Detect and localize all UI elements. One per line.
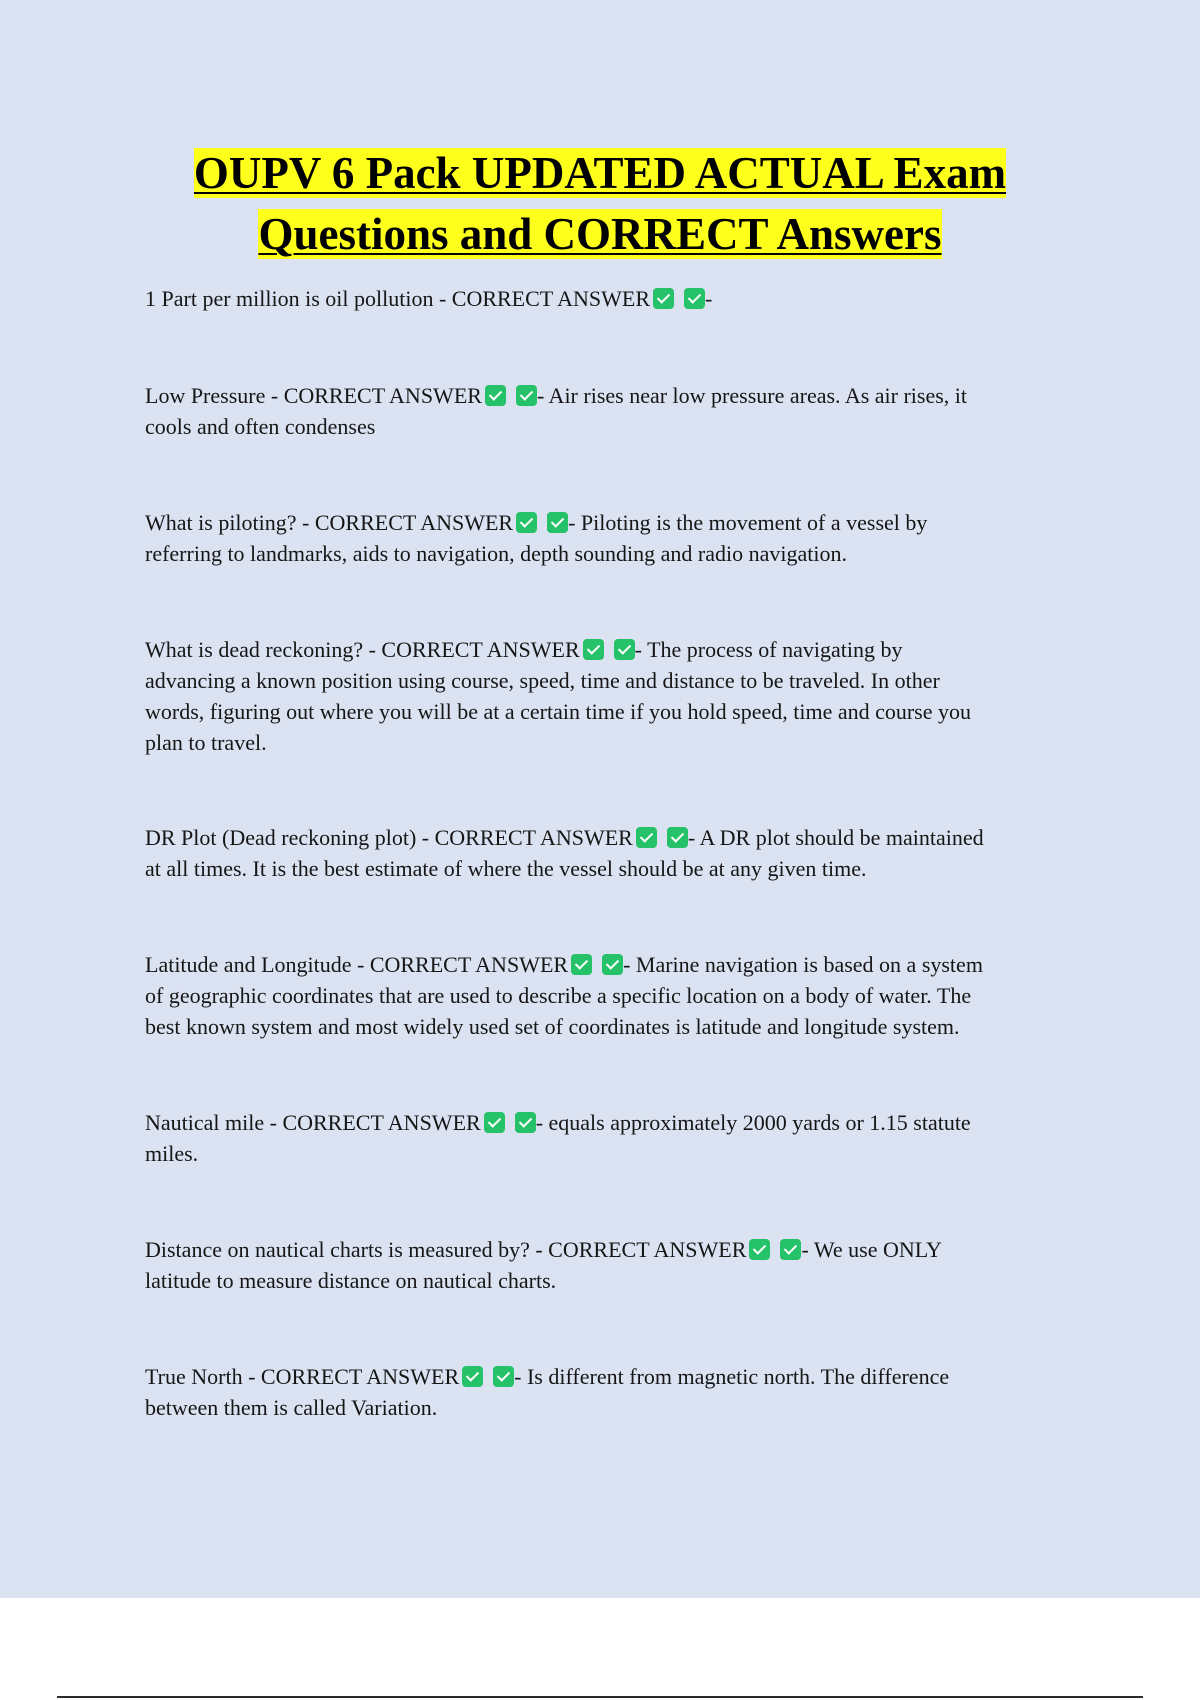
check-mark-icon	[684, 288, 705, 309]
answer-text: best known system and most widely used set of coordinates is latitude and longitude system.	[145, 1014, 960, 1039]
check-mark-icon	[636, 827, 657, 848]
qa-item	[145, 1107, 1075, 1169]
answer-text: - The process of navigating by	[634, 637, 903, 662]
qa-item	[145, 283, 1075, 314]
qa-line	[145, 1361, 1075, 1392]
answer-text: latitude to measure distance on nautical charts.	[145, 1268, 557, 1293]
check-mark-icon	[667, 827, 688, 848]
qa-line	[145, 507, 1075, 538]
qa-line	[145, 822, 1075, 853]
check-mark-icon	[462, 1366, 483, 1387]
answer-text: - Piloting is the movement of a vessel by	[568, 510, 928, 535]
check-mark-icon	[516, 512, 537, 533]
question-text: True North - CORRECT ANSWER	[145, 1364, 460, 1389]
answer-text: plan to travel.	[145, 730, 267, 755]
qa-item	[145, 1234, 1075, 1296]
qa-item	[145, 634, 1075, 758]
question-text: Distance on nautical charts is measured by? - CORRECT ANSWER	[145, 1237, 747, 1262]
qa-item	[145, 822, 1075, 884]
question-text: What is dead reckoning? - CORRECT ANSWER	[145, 637, 580, 662]
answer-text: between them is called Variation.	[145, 1395, 438, 1420]
check-mark-icon	[653, 288, 674, 309]
answer-text: advancing a known position using course, speed, time and distance to be traveled. In other	[145, 668, 940, 693]
answer-text: words, figuring out where you will be at a certain time if you hold speed, time and course you	[145, 699, 972, 724]
check-mark-icon	[571, 954, 592, 975]
answer-text: miles.	[145, 1141, 199, 1166]
check-mark-icon	[516, 385, 537, 406]
answer-text: - Is different from magnetic north. The difference	[514, 1364, 950, 1389]
question-text: DR Plot (Dead reckoning plot) - CORRECT ANSWER	[145, 825, 633, 850]
check-mark-icon	[485, 385, 506, 406]
answer-text: at all times. It is the best estimate of where the vessel should be at any given time.	[145, 856, 867, 881]
answer-text: - Marine navigation is based on a system	[623, 952, 983, 977]
check-mark-icon	[583, 639, 604, 660]
answer-text: of geographic coordinates that are used to describe a specific location on a body of water. The	[145, 983, 972, 1008]
answer-text: -	[705, 286, 713, 311]
qa-item	[145, 1361, 1075, 1423]
check-mark-icon	[547, 512, 568, 533]
answer-text: - equals approximately 2000 yards or 1.15 statute	[535, 1110, 971, 1135]
qa-line	[145, 283, 1075, 314]
check-mark-icon	[614, 639, 635, 660]
question-text: What is piloting? - CORRECT ANSWER	[145, 510, 514, 535]
question-text: Latitude and Longitude - CORRECT ANSWER	[145, 952, 569, 977]
qa-line	[145, 1234, 1075, 1265]
qa-item	[145, 949, 1075, 1042]
answer-text: - A DR plot should be maintained	[687, 825, 984, 850]
footer-divider	[57, 1696, 1143, 1698]
check-mark-icon	[749, 1239, 770, 1260]
answer-text: referring to landmarks, aids to navigation, depth sounding and radio navigation.	[145, 541, 848, 566]
qa-line	[145, 380, 1075, 411]
title-line-1: OUPV 6 Pack UPDATED ACTUAL Exam	[193, 148, 1007, 198]
qa-line	[145, 1107, 1075, 1138]
qa-item	[145, 507, 1075, 569]
check-mark-icon	[493, 1366, 514, 1387]
qa-line	[145, 634, 1075, 665]
answer-text: - Air rises near low pressure areas. As air rises, it	[536, 383, 968, 408]
answer-text: cools and often condenses	[145, 414, 376, 439]
qa-item	[145, 380, 1075, 442]
check-mark-icon	[780, 1239, 801, 1260]
answer-text: - We use ONLY	[801, 1237, 942, 1262]
document-title	[100, 143, 1100, 265]
question-text: 1 Part per million is oil pollution - CORRECT ANSWER	[145, 286, 651, 311]
qa-line	[145, 949, 1075, 980]
check-mark-icon	[515, 1112, 536, 1133]
check-mark-icon	[484, 1112, 505, 1133]
question-text: Low Pressure - CORRECT ANSWER	[145, 383, 482, 408]
title-line-2: Questions and CORRECT Answers	[258, 209, 942, 259]
check-mark-icon	[602, 954, 623, 975]
question-text: Nautical mile - CORRECT ANSWER	[145, 1110, 481, 1135]
